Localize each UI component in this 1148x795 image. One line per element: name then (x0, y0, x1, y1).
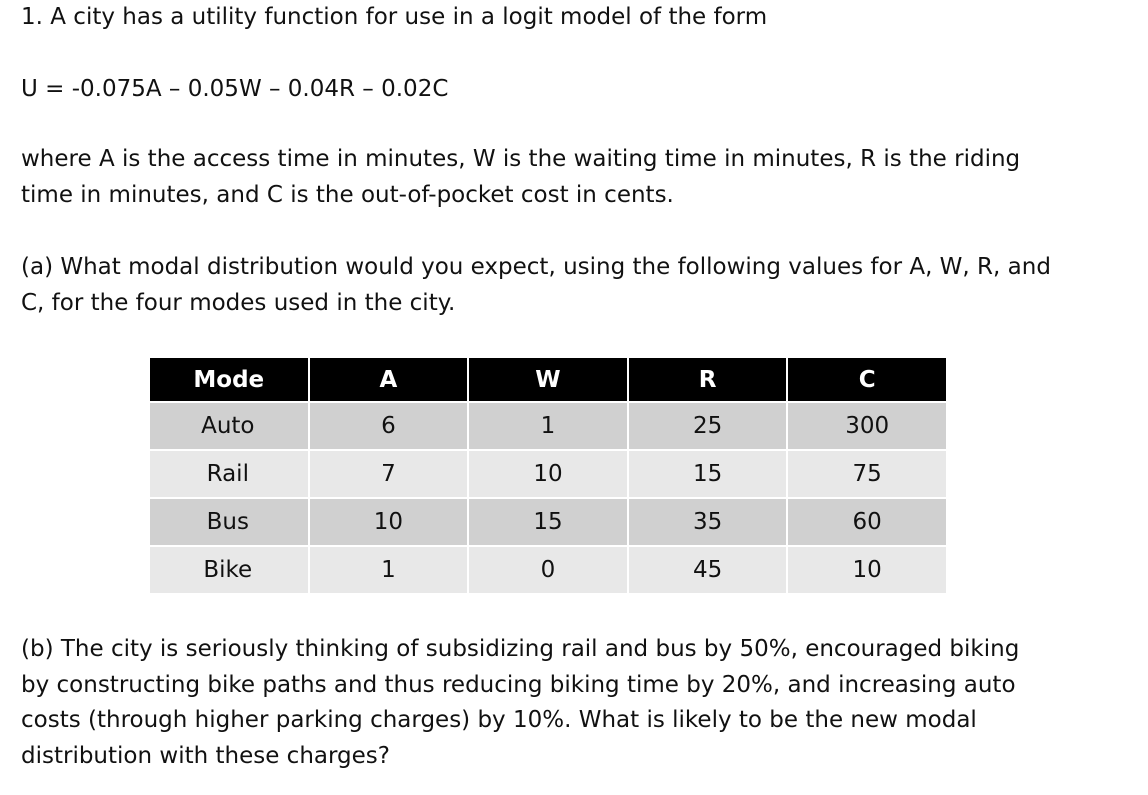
utility-equation: U = -0.075A – 0.05W – 0.04R – 0.02C (21, 76, 449, 102)
riding-time-cell: 25 (629, 403, 787, 449)
table-row (150, 403, 946, 449)
part-b-line-3: costs (through higher parking charges) by 10%. What is likely to be the new modal (21, 707, 977, 733)
cost-cell: 75 (788, 451, 946, 497)
part-a-question (21, 250, 1131, 321)
table-row (150, 499, 946, 545)
access-time-cell: 1 (310, 547, 468, 593)
mode-name-cell: Bike (150, 547, 308, 593)
mode-name-cell: Auto (150, 403, 308, 449)
cost-cell: 300 (788, 403, 946, 449)
part-a-line-1: (a) What modal distribution would you expect, using the following values for A, W, R, and (21, 254, 1051, 280)
riding-time-cell: 15 (629, 451, 787, 497)
cost-cell: 10 (788, 547, 946, 593)
definition-line-2: time in minutes, and C is the out-of-pocket cost in cents. (21, 181, 674, 208)
mode-name-cell: Rail (150, 451, 308, 497)
access-time-cell: 7 (310, 451, 468, 497)
waiting-time-cell: 0 (469, 547, 627, 593)
part-b-line-2: by constructing bike paths and thus reducing biking time by 20%, and increasing auto (21, 671, 1016, 698)
riding-time-cell: 45 (629, 547, 787, 593)
part-a-line-2: C, for the four modes used in the city. (21, 289, 456, 316)
waiting-time-cell: 15 (469, 499, 627, 545)
part-b-question (21, 632, 1131, 774)
header-access-time: A (310, 358, 468, 401)
header-mode: Mode (150, 358, 308, 401)
mode-name-cell: Bus (150, 499, 308, 545)
waiting-time-cell: 10 (469, 451, 627, 497)
waiting-time-cell: 1 (469, 403, 627, 449)
cost-cell: 60 (788, 499, 946, 545)
header-riding-time: R (629, 358, 787, 401)
table-row (150, 547, 946, 593)
header-cost: C (788, 358, 946, 401)
access-time-cell: 6 (310, 403, 468, 449)
variable-definitions (21, 142, 1131, 213)
part-b-line-4: distribution with these charges? (21, 742, 390, 769)
header-waiting-time: W (469, 358, 627, 401)
question-intro: 1. A city has a utility function for use in a logit model of the form (21, 4, 768, 30)
definition-line-1: where A is the access time in minutes, W is the waiting time in minutes, R is the riding (21, 146, 1021, 172)
table-row (150, 451, 946, 497)
riding-time-cell: 35 (629, 499, 787, 545)
table-header-row (150, 358, 946, 401)
mode-attributes-table (148, 356, 948, 595)
part-b-line-1: (b) The city is seriously thinking of subsidizing rail and bus by 50%, encouraged biking (21, 636, 1020, 662)
access-time-cell: 10 (310, 499, 468, 545)
